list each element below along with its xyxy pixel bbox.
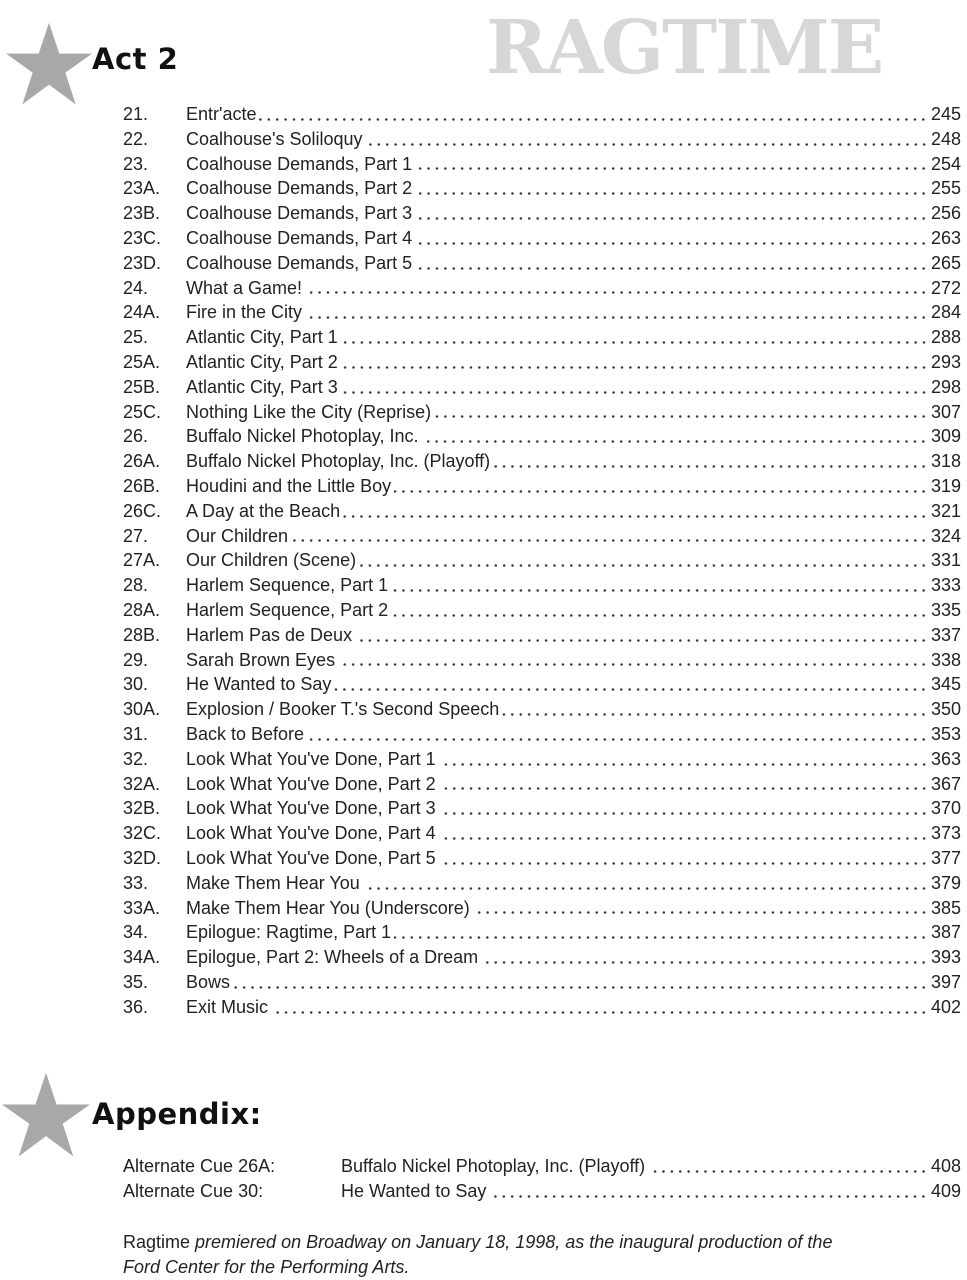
- entry-title: He Wanted to Say: [186, 674, 332, 695]
- dot-leader: [415, 192, 928, 195]
- entry-title: Nothing Like the City (Reprise): [186, 401, 432, 422]
- entry-title: Back to Before: [186, 723, 305, 744]
- entry-title: Houdini and the Little Boy: [186, 475, 392, 496]
- entry-number: 28.: [123, 575, 149, 596]
- dot-leader: [305, 316, 928, 319]
- toc-entry: [123, 648, 961, 673]
- entry-page: 397: [930, 971, 961, 992]
- entry-title: Harlem Pas de Deux: [186, 624, 353, 645]
- entry-number: 28B.: [123, 624, 161, 645]
- dot-leader: [439, 812, 928, 815]
- entry-number: Alternate Cue 26A:: [123, 1156, 276, 1176]
- note-title: Ragtime: [123, 1232, 191, 1252]
- entry-page: 324: [930, 525, 961, 546]
- entry-title: Atlantic City, Part 1: [186, 327, 338, 348]
- entry-title: Coalhouse Demands, Part 3: [186, 203, 413, 224]
- entry-page: 379: [930, 872, 961, 893]
- ragtime-logo: [486, 0, 926, 98]
- toc-entry: [123, 945, 961, 970]
- entry-page: 345: [930, 674, 961, 695]
- entry-title: Make Them Hear You (Underscore): [186, 897, 470, 918]
- toc-entry: [123, 226, 961, 251]
- toc-entry: [123, 1179, 961, 1204]
- toc-entry: [123, 400, 961, 425]
- toc-entry: [123, 251, 961, 276]
- dot-leader: [434, 415, 928, 418]
- dot-leader: [439, 862, 928, 865]
- dot-leader: [355, 639, 928, 642]
- toc-entry: [123, 846, 961, 871]
- toc-entry: [123, 474, 961, 499]
- toc-entry: [123, 920, 961, 945]
- entry-number: 32A.: [123, 773, 161, 794]
- entry-number: 30A.: [123, 699, 161, 720]
- dot-leader: [391, 589, 928, 592]
- dot-leader: [473, 911, 928, 914]
- toc-entry: [123, 548, 961, 573]
- toc-entry: [123, 896, 961, 921]
- toc-entry: [123, 821, 961, 846]
- entry-title: Bows: [186, 971, 231, 992]
- entry-number: 25A.: [123, 351, 161, 372]
- toc-entry: [123, 102, 961, 127]
- entry-page: 408: [930, 1156, 961, 1176]
- entry-title: Buffalo Nickel Photoplay, Inc. (Playoff): [186, 451, 491, 472]
- dot-leader: [439, 837, 928, 840]
- premiere-note: [123, 1230, 961, 1280]
- entry-page: 377: [930, 847, 961, 868]
- entry-number: 32C.: [123, 823, 162, 844]
- entry-page: 255: [930, 178, 961, 199]
- dot-leader: [341, 391, 928, 394]
- entry-title: What a Game!: [186, 277, 303, 298]
- toc-entry: [123, 672, 961, 697]
- entry-page: 331: [930, 550, 961, 571]
- toc-entry: [123, 1154, 961, 1179]
- act-2-toc: [123, 102, 961, 1019]
- entry-page: 333: [930, 575, 961, 596]
- entry-number: 22.: [123, 128, 149, 149]
- entry-number: 35.: [123, 971, 149, 992]
- toc-entry: [123, 276, 961, 301]
- entry-title: Our Children (Scene): [186, 550, 357, 571]
- entry-title: Sarah Brown Eyes: [186, 649, 336, 670]
- star-icon: [6, 22, 92, 106]
- entry-title: Coalhouse Demands, Part 5: [186, 252, 413, 273]
- toc-entry: [123, 449, 961, 474]
- entry-number: 25C.: [123, 401, 162, 422]
- entry-page: 402: [930, 996, 961, 1017]
- entry-number: 34.: [123, 922, 149, 943]
- dot-leader: [391, 614, 928, 617]
- toc-entry: [123, 970, 961, 995]
- entry-number: 29.: [123, 649, 149, 670]
- entry-title: Atlantic City, Part 3: [186, 376, 338, 397]
- entry-title: Look What You've Done, Part 3: [186, 798, 436, 819]
- entry-page: 293: [930, 351, 961, 372]
- entry-page: 385: [930, 897, 961, 918]
- toc-entry: [123, 176, 961, 201]
- entry-title: Coalhouse Demands, Part 4: [186, 227, 413, 248]
- entry-page: 387: [930, 922, 961, 943]
- entry-number: 31.: [123, 723, 149, 744]
- entry-title: Harlem Sequence, Part 1: [186, 575, 389, 596]
- toc-entry: [123, 747, 961, 772]
- entry-page: 272: [930, 277, 961, 298]
- entry-number: 33A.: [123, 897, 161, 918]
- note-text-2: Ford Center for the Performing Arts.: [123, 1257, 410, 1277]
- entry-title: He Wanted to Say: [341, 1180, 487, 1201]
- dot-leader: [415, 242, 928, 245]
- entry-page: 263: [930, 227, 961, 248]
- entry-number: 34A.: [123, 947, 161, 968]
- dot-leader: [233, 986, 928, 989]
- toc-entry: [123, 152, 961, 177]
- entry-page: 318: [930, 451, 961, 472]
- entry-number: 23.: [123, 153, 149, 174]
- toc-entry: [123, 722, 961, 747]
- entry-title: Look What You've Done, Part 5: [186, 847, 436, 868]
- toc-entry: [123, 300, 961, 325]
- entry-number: 36.: [123, 996, 149, 1017]
- entry-number: 26B.: [123, 475, 161, 496]
- toc-entry: [123, 325, 961, 350]
- entry-page: 288: [930, 327, 961, 348]
- entry-title: Epilogue, Part 2: Wheels of a Dream: [186, 947, 479, 968]
- entry-title: Atlantic City, Part 2: [186, 351, 338, 372]
- entry-page: 265: [930, 252, 961, 273]
- dot-leader: [415, 267, 928, 270]
- entry-page: 248: [930, 128, 961, 149]
- entry-number: 32.: [123, 748, 149, 769]
- entry-page: 284: [930, 302, 961, 323]
- dot-leader: [363, 887, 928, 890]
- note-text-1: premiered on Broadway on January 18, 1998, as the inaugural production of the: [190, 1232, 833, 1252]
- toc-entry: [123, 499, 961, 524]
- entry-page: 373: [930, 823, 961, 844]
- toc-entry: [123, 201, 961, 226]
- entry-number: 23B.: [123, 203, 161, 224]
- entry-page: 256: [930, 203, 961, 224]
- entry-number: 26.: [123, 426, 149, 447]
- appendix-toc: [123, 1154, 961, 1204]
- dot-leader: [481, 961, 928, 964]
- entry-title: Entr'acte: [186, 104, 257, 124]
- entry-title: Look What You've Done, Part 2: [186, 773, 436, 794]
- dot-leader: [259, 118, 927, 121]
- entry-page: 393: [930, 947, 961, 968]
- dot-leader: [334, 688, 928, 691]
- entry-number: 30.: [123, 674, 149, 695]
- act-2-heading: Act 2: [92, 42, 179, 76]
- entry-number: Alternate Cue 30:: [123, 1180, 264, 1201]
- entry-page: 254: [930, 153, 961, 174]
- dot-leader: [415, 167, 928, 170]
- dot-leader: [415, 217, 928, 220]
- entry-number: 23A.: [123, 178, 161, 199]
- entry-title: Epilogue: Ragtime, Part 1: [186, 922, 392, 943]
- entry-page: 321: [930, 500, 961, 521]
- entry-title: Coalhouse Demands, Part 1: [186, 153, 413, 174]
- entry-page: 363: [930, 748, 961, 769]
- toc-entry: [123, 796, 961, 821]
- dot-leader: [307, 738, 928, 741]
- entry-number: 23D.: [123, 252, 162, 273]
- toc-entry: [123, 697, 961, 722]
- entry-number: 21.: [123, 104, 149, 124]
- dot-leader: [271, 1011, 928, 1014]
- toc-entry: [123, 524, 961, 549]
- entry-title: Our Children: [186, 525, 289, 546]
- entry-page: 307: [930, 401, 961, 422]
- entry-number: 27.: [123, 525, 149, 546]
- dot-leader: [648, 1170, 928, 1173]
- entry-number: 26C.: [123, 500, 162, 521]
- entry-title: Harlem Sequence, Part 2: [186, 599, 389, 620]
- entry-number: 25B.: [123, 376, 161, 397]
- entry-number: 24A.: [123, 302, 161, 323]
- toc-entry: [123, 772, 961, 797]
- entry-number: 27A.: [123, 550, 161, 571]
- dot-leader: [366, 143, 928, 146]
- entry-number: 32B.: [123, 798, 161, 819]
- entry-page: 245: [930, 104, 961, 124]
- dot-leader: [493, 465, 928, 468]
- toc-entry: [123, 375, 961, 400]
- entry-title: Fire in the City: [186, 302, 303, 323]
- dot-leader: [489, 1195, 928, 1198]
- toc-entry: [123, 623, 961, 648]
- toc-entry: [123, 995, 961, 1020]
- dot-leader: [343, 515, 928, 518]
- star-icon: [2, 1072, 90, 1158]
- toc-entry: [123, 127, 961, 152]
- dot-leader: [439, 763, 928, 766]
- toc-entry: [123, 871, 961, 896]
- entry-page: 298: [930, 376, 961, 397]
- dot-leader: [341, 366, 928, 369]
- entry-page: 353: [930, 723, 961, 744]
- dot-leader: [394, 936, 928, 939]
- entry-number: 26A.: [123, 451, 161, 472]
- dot-leader: [439, 787, 928, 790]
- toc-entry: [123, 424, 961, 449]
- entry-number: 32D.: [123, 847, 162, 868]
- entry-number: 33.: [123, 872, 149, 893]
- entry-title: Explosion / Booker T.'s Second Speech: [186, 699, 500, 720]
- entry-page: 338: [930, 649, 961, 670]
- entry-page: 337: [930, 624, 961, 645]
- entry-page: 309: [930, 426, 961, 447]
- dot-leader: [359, 564, 928, 567]
- entry-title: Coalhouse's Soliloquy: [186, 128, 363, 149]
- dot-leader: [341, 341, 928, 344]
- entry-title: A Day at the Beach: [186, 500, 341, 521]
- entry-page: 367: [930, 773, 961, 794]
- entry-title: Look What You've Done, Part 1: [186, 748, 436, 769]
- entry-page: 319: [930, 475, 961, 496]
- toc-entry: [123, 350, 961, 375]
- entry-page: 350: [930, 699, 961, 720]
- dot-leader: [305, 291, 928, 294]
- toc-entry: [123, 573, 961, 598]
- dot-leader: [502, 713, 928, 716]
- entry-number: 28A.: [123, 599, 161, 620]
- entry-page: 409: [930, 1180, 961, 1201]
- entry-number: 23C.: [123, 227, 162, 248]
- dot-leader: [394, 490, 928, 493]
- entry-number: 24.: [123, 277, 149, 298]
- entry-title: Buffalo Nickel Photoplay, Inc. (Playoff): [341, 1156, 646, 1176]
- entry-title: Look What You've Done, Part 4: [186, 823, 436, 844]
- appendix-heading: Appendix:: [92, 1097, 262, 1131]
- logo-wordmark: RAGTIME: [486, 5, 883, 91]
- entry-page: 370: [930, 798, 961, 819]
- entry-number: 25.: [123, 327, 149, 348]
- entry-page: 335: [930, 599, 961, 620]
- toc-entry: [123, 598, 961, 623]
- dot-leader: [421, 440, 927, 443]
- entry-title: Exit Music: [186, 996, 269, 1017]
- dot-leader: [338, 663, 928, 666]
- entry-title: Coalhouse Demands, Part 2: [186, 178, 413, 199]
- entry-title: Buffalo Nickel Photoplay, Inc.: [186, 426, 419, 447]
- dot-leader: [291, 539, 928, 542]
- entry-title: Make Them Hear You: [186, 872, 360, 893]
